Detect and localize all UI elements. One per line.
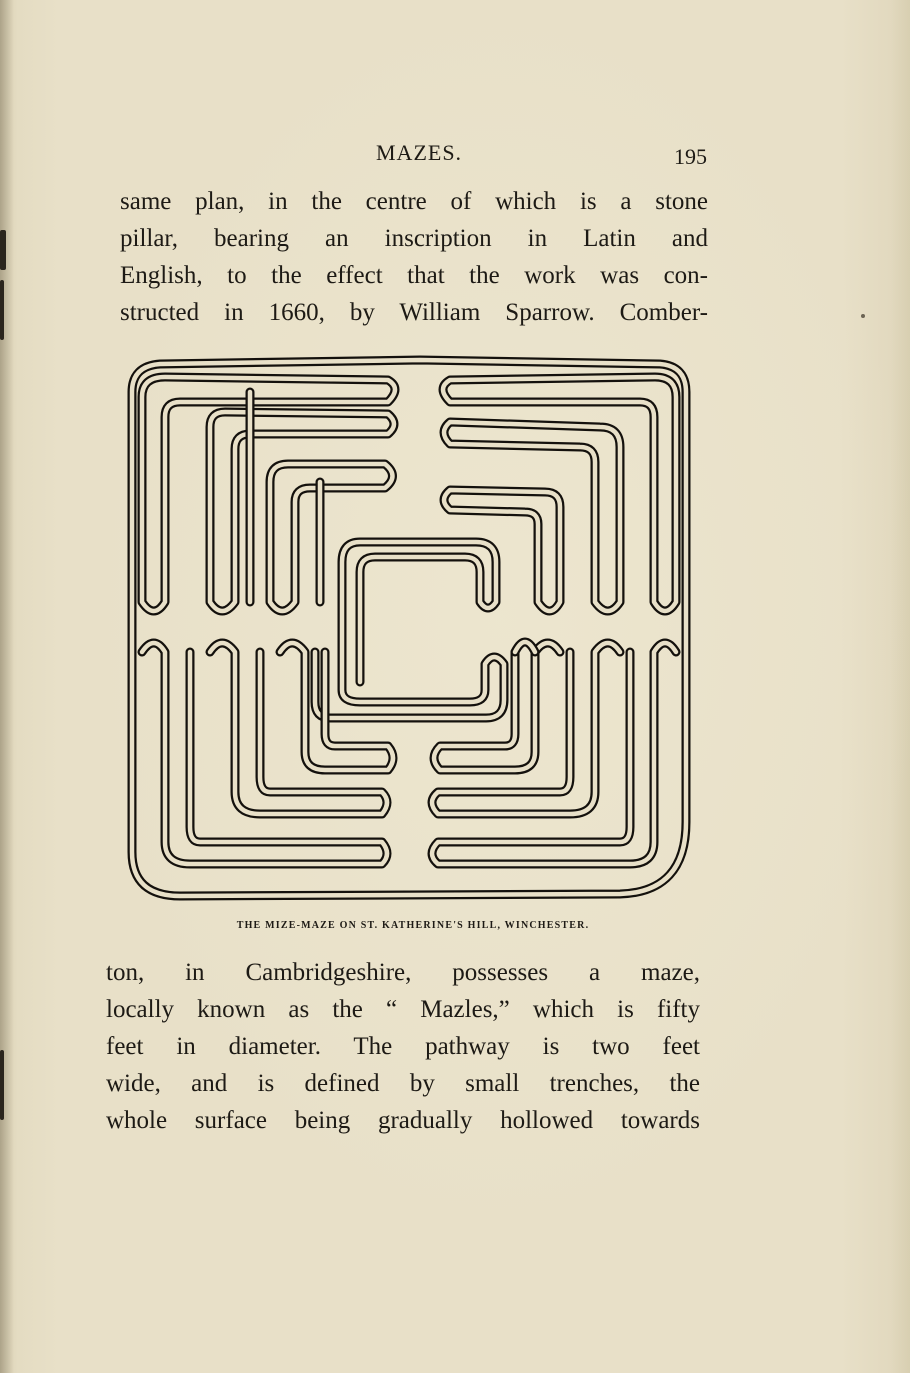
maze-drawing bbox=[120, 352, 700, 908]
maze-corridor-path bbox=[515, 642, 535, 652]
binding-mark bbox=[0, 230, 6, 270]
maze-corridor-outline bbox=[132, 360, 686, 896]
binding-mark bbox=[0, 1050, 4, 1120]
text-line: structed in 1660, by William Sparrow. Comber- bbox=[120, 299, 708, 326]
maze-corridor-path bbox=[432, 643, 676, 864]
body-text-bottom bbox=[106, 954, 700, 1139]
text-line: ton, in Cambridgeshire, possesses a maze, bbox=[106, 959, 700, 986]
figure-caption: THE MIZE-MAZE ON ST. KATHERINE'S HILL, WINCHESTER. bbox=[236, 920, 590, 931]
text-line: wide, and is defined by small trenches, the bbox=[106, 1070, 700, 1097]
page-number: 195 bbox=[674, 144, 707, 169]
text-line: locally known as the “ Mazles,” which is fifty bbox=[106, 996, 700, 1023]
binding-shadow bbox=[0, 0, 14, 1373]
maze-illustration bbox=[120, 352, 700, 908]
text-line: pillar, bearing an inscription in Latin and bbox=[120, 225, 708, 252]
maze-corridor-path bbox=[132, 360, 686, 896]
running-head-title: MAZES. bbox=[376, 140, 463, 165]
binding-mark bbox=[0, 280, 4, 340]
text-line: feet in diameter. The pathway is two feet bbox=[106, 1033, 700, 1060]
running-head bbox=[0, 140, 910, 170]
text-line: whole surface being gradually hollowed towards bbox=[106, 1107, 700, 1134]
paper-speck bbox=[861, 314, 865, 318]
maze-corridor-outline bbox=[432, 643, 676, 864]
text-line: English, to the effect that the work was con- bbox=[120, 262, 708, 289]
maze-corridor-outline bbox=[432, 643, 620, 814]
text-line: same plan, in the centre of which is a stone bbox=[120, 188, 708, 215]
body-text-top bbox=[120, 183, 708, 331]
